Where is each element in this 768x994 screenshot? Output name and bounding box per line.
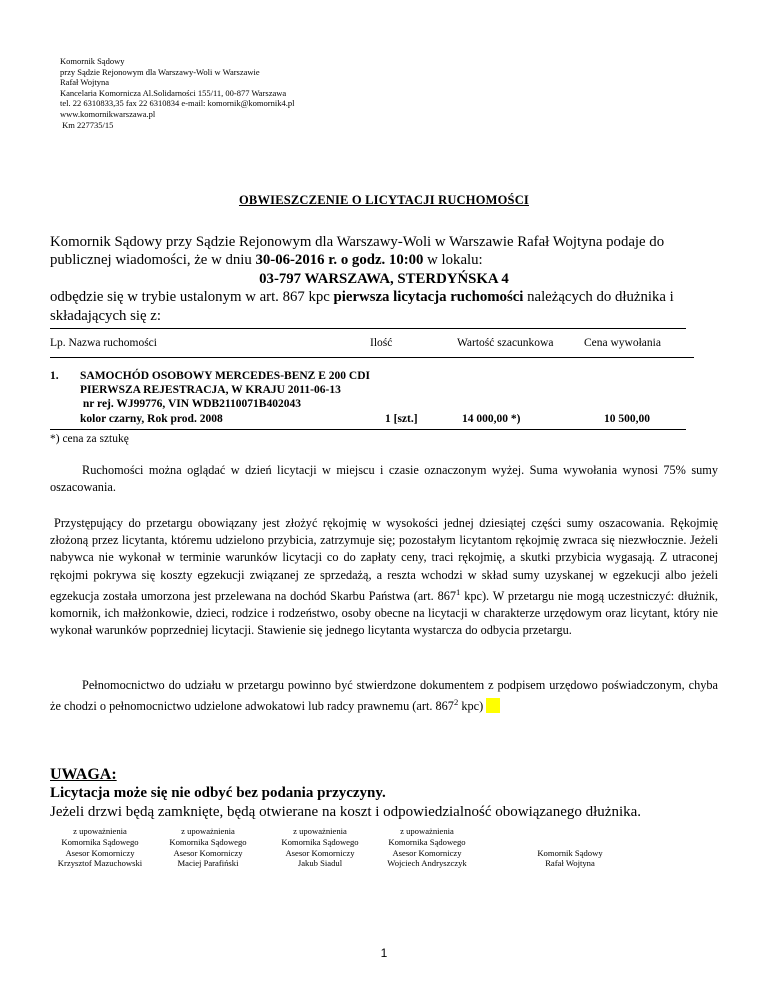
auction-address <box>50 270 718 288</box>
table-rule-top <box>50 328 686 329</box>
paragraph-text: kpc) <box>458 699 484 714</box>
sig-line: Komornika Sądowego <box>388 836 466 847</box>
column-lp-name: Lp. Nazwa ruchomości <box>50 337 157 349</box>
notice-heading: UWAGA: <box>50 766 117 783</box>
intro-part: w lokalu: <box>423 252 483 269</box>
header-line: Kancelaria Komornicza Al.Solidarności 155/11, 00-877 Warszawa <box>60 87 287 98</box>
intro-text <box>50 233 718 270</box>
intro-part: o godz. <box>337 252 389 269</box>
sig-line: Asesor Komorniczy <box>173 847 243 858</box>
row-qty: 1 [szt.] <box>385 413 418 425</box>
table-rule-header <box>50 357 694 358</box>
sig-line: Krzysztof Mazuchowski <box>57 858 143 869</box>
header-line: www.komornikwarszawa.pl <box>60 108 156 119</box>
sig-line <box>520 826 620 837</box>
item-line: SAMOCHÓD OSOBOWY MERCEDES-BENZ E 200 CDI <box>80 370 370 382</box>
proxy-paragraph <box>50 677 718 716</box>
paragraph-text: Pełnomocnictwo do udziału w przetargu powinno być stwierdzone dokumentem z podpisem urzędowo poświadczonym, chyba że chodzi o pełnomocnictwo udzielone adwokatowi lub radcy prawnemu (art. 867 <box>50 678 718 714</box>
intro-paragraph <box>50 233 718 325</box>
intro-part: Komornik Sądowy przy Sądzie Rejonowym dla Warszawy-Woli w Warszawie Rafał Wojtyna podaje do publicznej wiadomości, że w dniu <box>50 234 665 269</box>
header-line: tel. 22 6310833,35 fax 22 6310834 e-mail: komornik@komornik4.pl <box>60 98 295 109</box>
page-number: 1 <box>380 946 388 960</box>
header-line: Rafał Wojtyna <box>60 77 109 88</box>
bailiff-header <box>60 56 294 130</box>
auction-date: 30-06-2016 r. <box>255 252 338 269</box>
row-lp: 1. <box>50 370 59 382</box>
table-rule-bottom <box>50 429 686 430</box>
sig-line: Asesor Komorniczy <box>392 847 462 858</box>
sig-line: Maciej Parafiński <box>177 858 239 869</box>
signature-block-5 <box>520 826 620 869</box>
price-footnote: *) cena za sztukę <box>50 433 129 445</box>
signature-block-3 <box>270 826 370 869</box>
header-line: Komornik Sądowy <box>60 56 125 66</box>
address-main: 03-797 WARSZAWA <box>259 270 391 287</box>
superscript: 1 <box>456 586 461 597</box>
item-line: PIERWSZA REJESTRACJA, W KRAJU 2011-06-13 <box>80 384 341 397</box>
item-line: nr rej. WJ99776, VIN WDB2110071B402043 <box>80 398 301 411</box>
sig-line: z upoważnienia <box>400 826 454 836</box>
paragraph-text: Przystępujący do przetargu obowiązany jest złożyć rękojmię w wysokości jednej dziesiątej części sumy oszacowania. Rękojmię złożoną przez licytanta, któremu udzielono przybicia, zatrzymuje się; pozostałym licytantom rękojmię zwraca się niezwłocznie. Jeżeli nabywca nie wykonał w terminie warunków licytacji co do zapłaty ceny, traci rękojmię, a skutki przybicia wygasają. Z utraconej rękojmi pokrywa się koszty egzekucji związanej ze sprzedażą, a reszta wchodzi w skład sumy uzyskanej w egzekucji albo jeżeli egzekucja została umorzona jest przelewana na dochód Skarbu Państwa (art. 867 <box>50 516 718 603</box>
sig-line: Asesor Komorniczy <box>65 847 135 858</box>
item-line: kolor czarny, Rok prod. 2008 <box>80 412 223 425</box>
sig-line: z upoważnienia <box>181 826 235 836</box>
signature-block-1 <box>50 826 150 869</box>
auction-time: 10:00 <box>388 252 424 269</box>
sig-line: z upoważnienia <box>293 826 347 836</box>
intro-part: odbędzie się w trybie ustalonym w art. 867 kpc <box>50 289 334 306</box>
sig-line: Asesor Komorniczy <box>285 847 355 858</box>
signature-block-2 <box>158 826 258 869</box>
superscript: 2 <box>453 697 459 708</box>
sig-line: Komornik Sądowy <box>537 847 603 858</box>
row-price: 10 500,00 <box>604 413 650 425</box>
sig-line <box>520 837 620 848</box>
document-title: OBWIESZCZENIE O LICYTACJI RUCHOMOŚCI <box>238 193 529 207</box>
intro-part: należących do dłużnika i składających się z: <box>50 289 674 324</box>
notice-line-1: Licytacja może się nie odbyć bez podania przyczyny. <box>50 785 386 801</box>
intro-text-2 <box>50 288 718 325</box>
row-item-name <box>80 369 370 426</box>
paragraph-text: Ruchomości można oglądać w dzień licytacji w miejscu i czasie oznaczonym wyżej. Suma wywołania wynosi 75% sumy oszacowania. <box>50 463 718 495</box>
column-value: Wartość szacunkowa <box>457 337 554 349</box>
highlight-marker <box>486 698 500 713</box>
case-number: Km 227735/15 <box>60 119 114 130</box>
sig-line: Komornika Sądowego <box>169 836 247 847</box>
auction-type: pierwsza licytacja ruchomości <box>333 289 524 306</box>
header-line: przy Sądzie Rejonowym dla Warszawy-Woli w Warszawie <box>60 66 260 77</box>
sig-line: Jakub Siadul <box>297 858 343 869</box>
column-qty: Ilość <box>370 337 393 349</box>
notice-section <box>50 765 641 822</box>
signature-block-4 <box>372 826 482 869</box>
deposit-paragraph <box>50 515 718 640</box>
notice-line-2: Jeżeli drzwi będą zamknięte, będą otwierane na koszt i odpowiedzialność obowiązanego dłużnika. <box>50 804 642 820</box>
sig-line: Wojciech Andryszczyk <box>387 858 467 869</box>
sig-line: Rafał Wojtyna <box>545 858 595 869</box>
viewing-paragraph <box>50 462 718 496</box>
paragraph-text: kpc). W przetargu nie mogą uczestniczyć: dłużnik, komornik, ich małżonkowie, dzieci, rodzice i rodzeństwo, osoby obecne na licytacji w charakterze urzędowym oraz licytant, który nie wykonał warunków poprzedniej licytacji. Stawienie się jednego licytanta wystarcza do odbycia przetargu. <box>50 588 718 638</box>
sig-line: z upoważnienia <box>73 826 127 836</box>
row-value: 14 000,00 *) <box>462 413 521 425</box>
sig-line: Komornika Sądowego <box>61 836 139 847</box>
column-price: Cena wywołania <box>584 337 661 349</box>
sig-line: Komornika Sądowego <box>281 836 359 847</box>
address-rest: , STERDYŃSKA 4 <box>390 270 509 287</box>
